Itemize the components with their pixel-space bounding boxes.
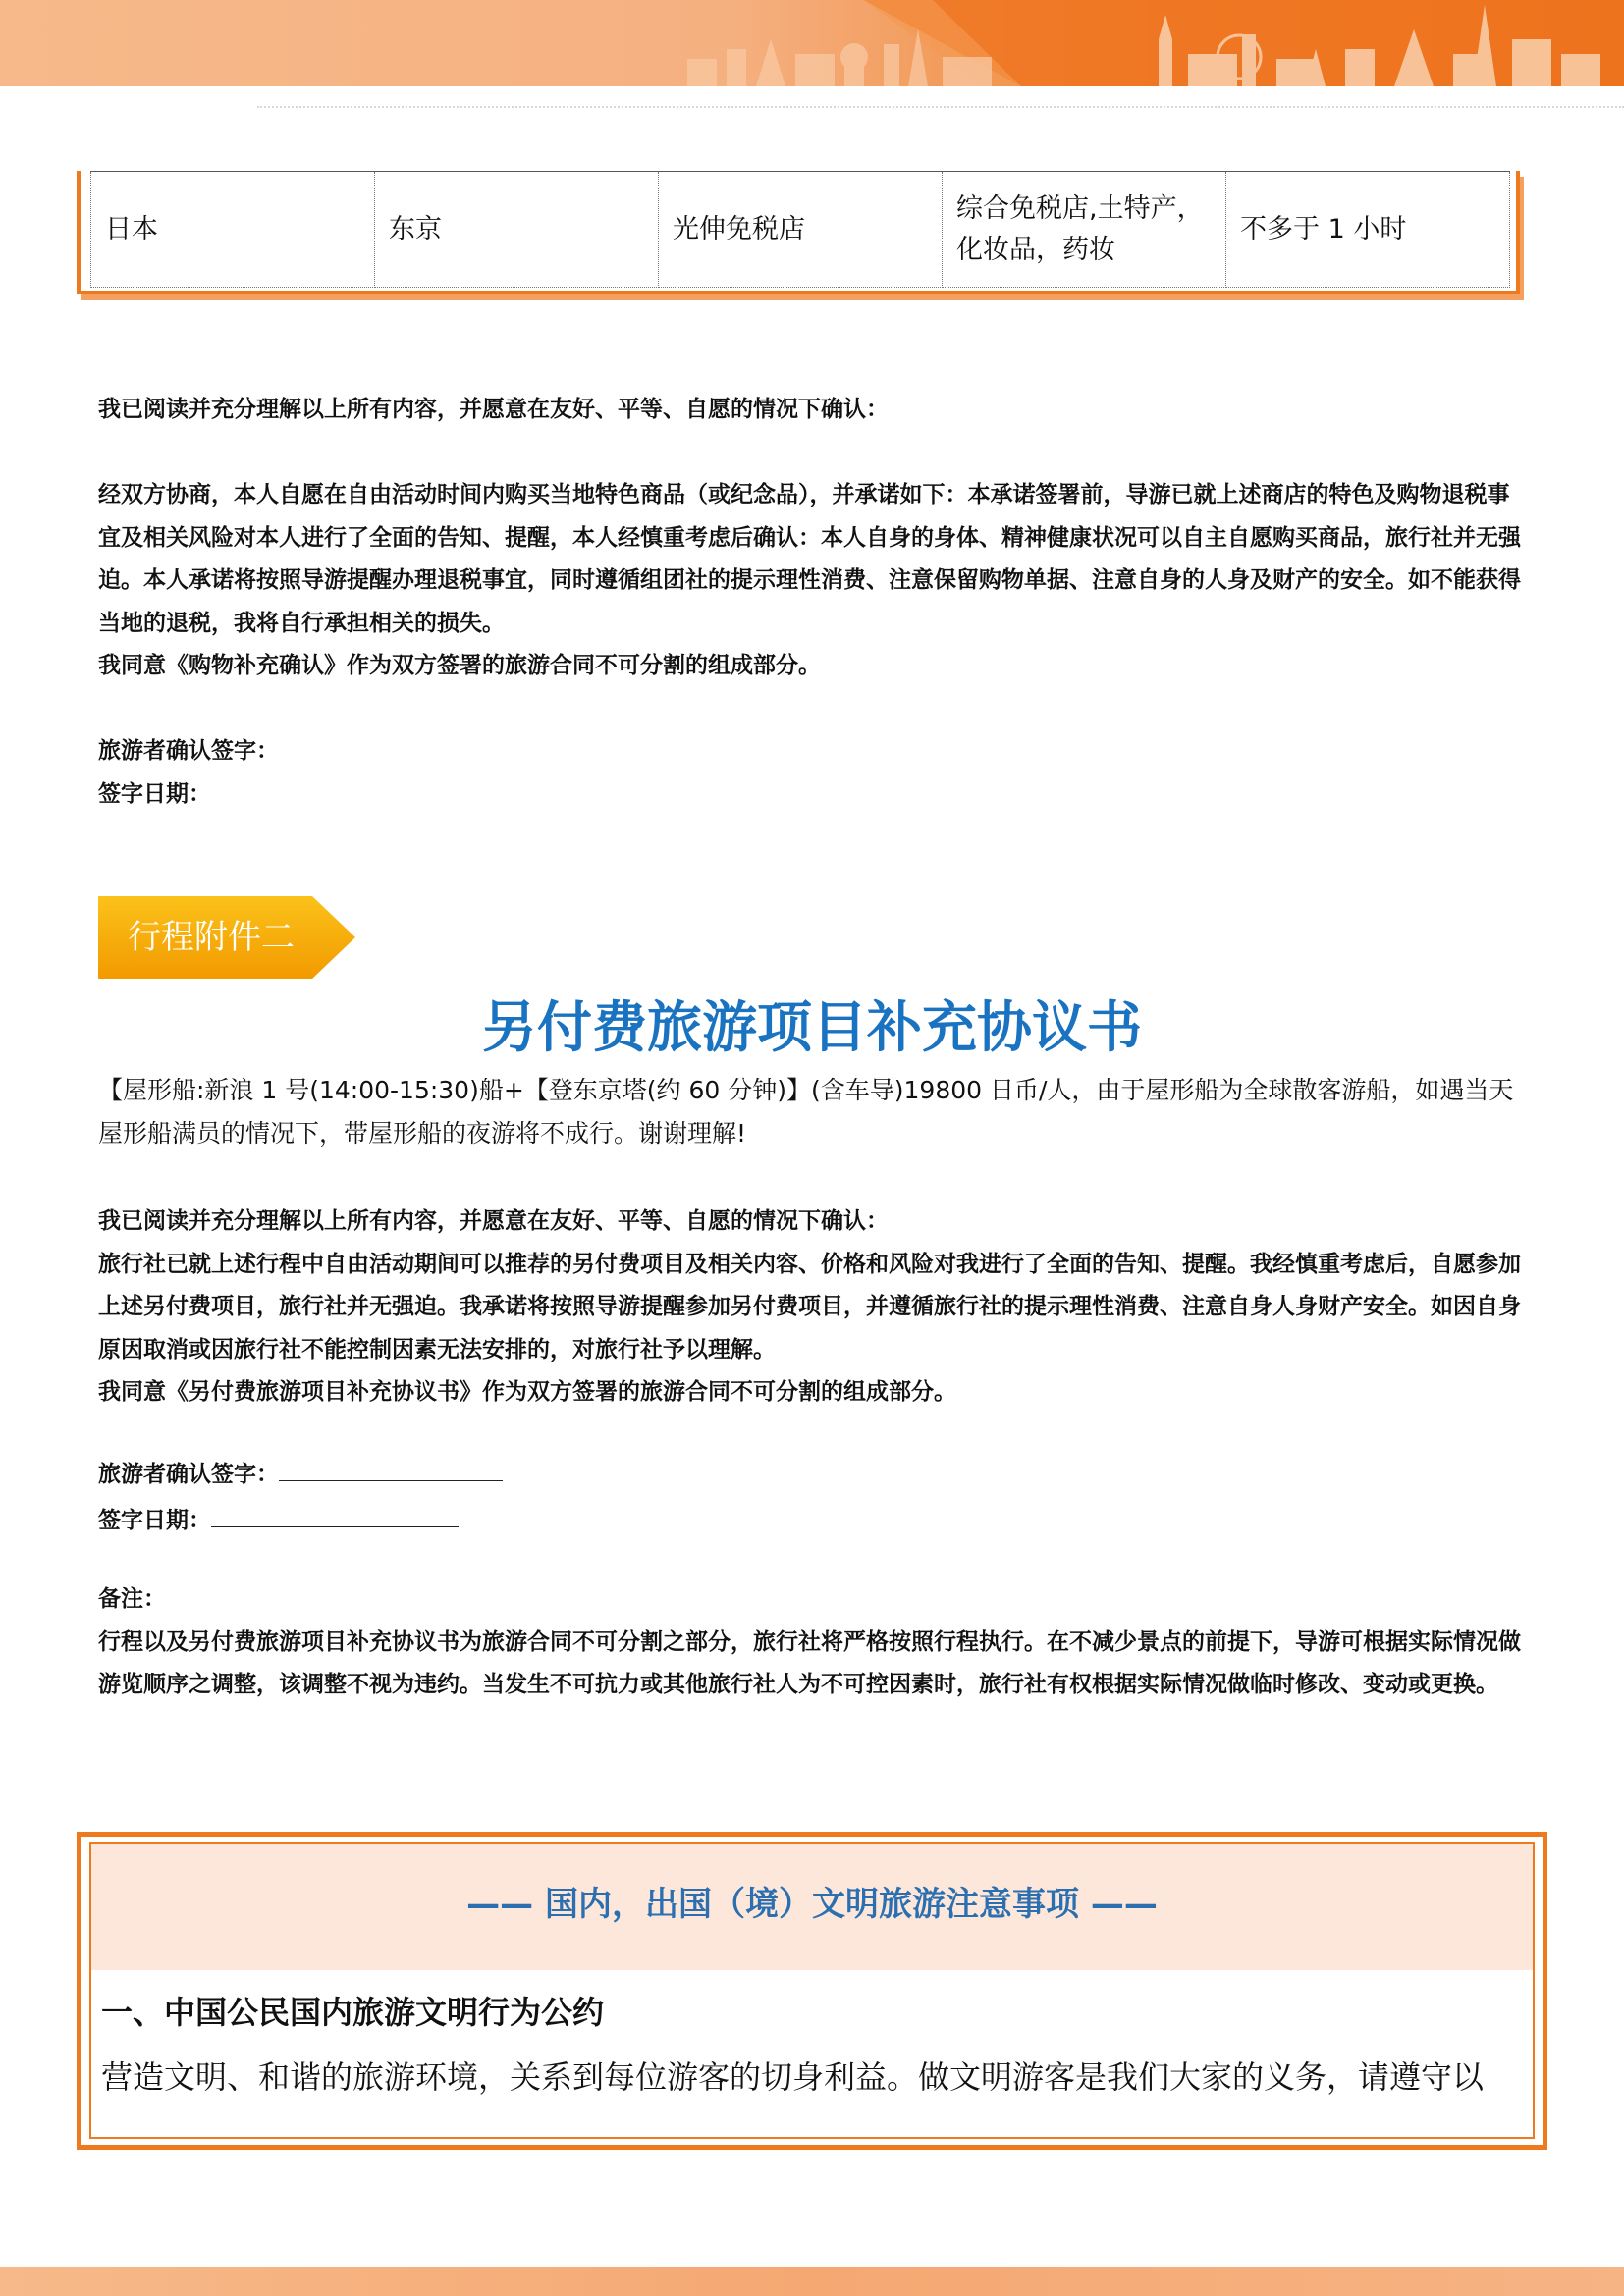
civilized-travel-subtitle: 一、中国公民国内旅游文明行为公约	[101, 1994, 605, 2031]
table-cell-shop: 光伸免税店	[659, 172, 943, 288]
shopping-confirm-body: 经双方协商，本人自愿在自由活动时间内购买当地特色商品（或纪念品），并承诺如下：本承诺签署前，导游已就上述商店的特色及购物退税事宜及相关风险对本人进行了全面的告知、提醒，本人经慎重考虑后确认：本人自身的身体、精神健康状况可以自主自愿购买商品，旅行社并无强迫。本人承诺将按照导游提醒办理退税事宜，同时遵循组团社的提示理性消费、注意保留购物单据、注意自身的人身及财产的安全。如不能获得当地的退税，我将自行承担相关的损失。	[98, 482, 1521, 636]
note-block	[98, 1578, 1527, 1707]
attachment-confirm-block	[98, 1201, 1527, 1415]
table-cell-city: 东京	[375, 172, 659, 288]
shopping-confirm-agree: 我同意《购物补充确认》作为双方签署的旅游合同不可分割的组成部分。	[98, 653, 821, 678]
header-dotted-rule	[257, 106, 1624, 108]
shop-table-frame	[77, 171, 1520, 294]
civilized-travel-box	[77, 1832, 1547, 2150]
table-cell-country: 日本	[91, 172, 375, 288]
attachment-confirm-intro: 我已阅读并充分理解以上所有内容，并愿意在友好、平等、自愿的情况下确认：	[98, 1208, 889, 1234]
signature-line[interactable]	[279, 1451, 503, 1481]
shopping-sign-label: 旅游者确认签字：	[98, 738, 279, 764]
footer-band	[0, 2267, 1624, 2296]
shopping-signature-block	[98, 730, 1527, 816]
attachment-date-label: 签字日期：	[98, 1507, 211, 1533]
attachment-item-text: 【屋形船:新浪 1 号(14:00-15:30)船+【登东京塔(约 60 分钟)】(含车导)19800 日币/人，由于屋形船为全球散客游船，如遇当天屋形船满员的情况下，带屋形船的夜游将不成行。谢谢理解!	[98, 1076, 1514, 1148]
attachment-badge-label: 行程附件二	[128, 918, 295, 957]
note-label: 备注：	[98, 1586, 166, 1612]
header-band	[0, 0, 1624, 86]
shopping-confirm-intro: 我已阅读并充分理解以上所有内容，并愿意在友好、平等、自愿的情况下确认：	[98, 397, 889, 422]
civilized-travel-text: 营造文明、和谐的旅游环境，关系到每位游客的切身利益。做文明游客是我们大家的义务，请遵守以	[101, 2058, 1485, 2096]
date-line[interactable]	[211, 1497, 459, 1527]
attachment-signature-block	[98, 1451, 1527, 1542]
skyline-decoration-icon	[0, 0, 1624, 86]
attachment-confirm-agree: 我同意《另付费旅游项目补充协议书》作为双方签署的旅游合同不可分割的组成部分。	[98, 1379, 956, 1405]
table-cell-duration: 不多于 1 小时	[1226, 172, 1510, 288]
civilized-travel-inner	[89, 1842, 1535, 2139]
shop-table	[90, 171, 1510, 288]
attachment-title: 另付费旅游项目补充协议书	[482, 996, 1142, 1060]
table-row	[91, 172, 1510, 288]
attachment-confirm-body: 旅行社已就上述行程中自由活动期间可以推荐的另付费项目及相关内容、价格和风险对我进行了全面的告知、提醒。我经慎重考虑后，自愿参加上述另付费项目，旅行社并无强迫。我承诺将按照导游提醒参加另付费项目，并遵循旅行社的提示理性消费、注意自身人身财产安全。如因自身原因取消或因旅行社不能控制因素无法安排的，对旅行社予以理解。	[98, 1251, 1521, 1362]
shopping-confirm-section	[98, 389, 1527, 432]
attachment-sign-label: 旅游者确认签字：	[98, 1462, 279, 1487]
note-body: 行程以及另付费旅游项目补充协议书为旅游合同不可分割之部分，旅行社将严格按照行程执行。在不减少景点的前提下，导游可根据实际情况做游览顺序之调整，该调整不视为违约。当发生不可抗力或其他旅行社人为不可控因素时，旅行社有权根据实际情况做临时修改、变动或更换。	[98, 1629, 1521, 1697]
table-cell-products: 综合免税店,土特产，化妆品，药妆	[943, 172, 1226, 288]
attachment-badge	[98, 896, 355, 979]
shopping-confirm-body-block	[98, 474, 1527, 688]
civilized-travel-title: —— 国内，出国（境）文明旅游注意事项 ——	[466, 1885, 1158, 1924]
shopping-date-label: 签字日期：	[98, 780, 211, 807]
civilized-travel-header	[91, 1844, 1533, 1970]
